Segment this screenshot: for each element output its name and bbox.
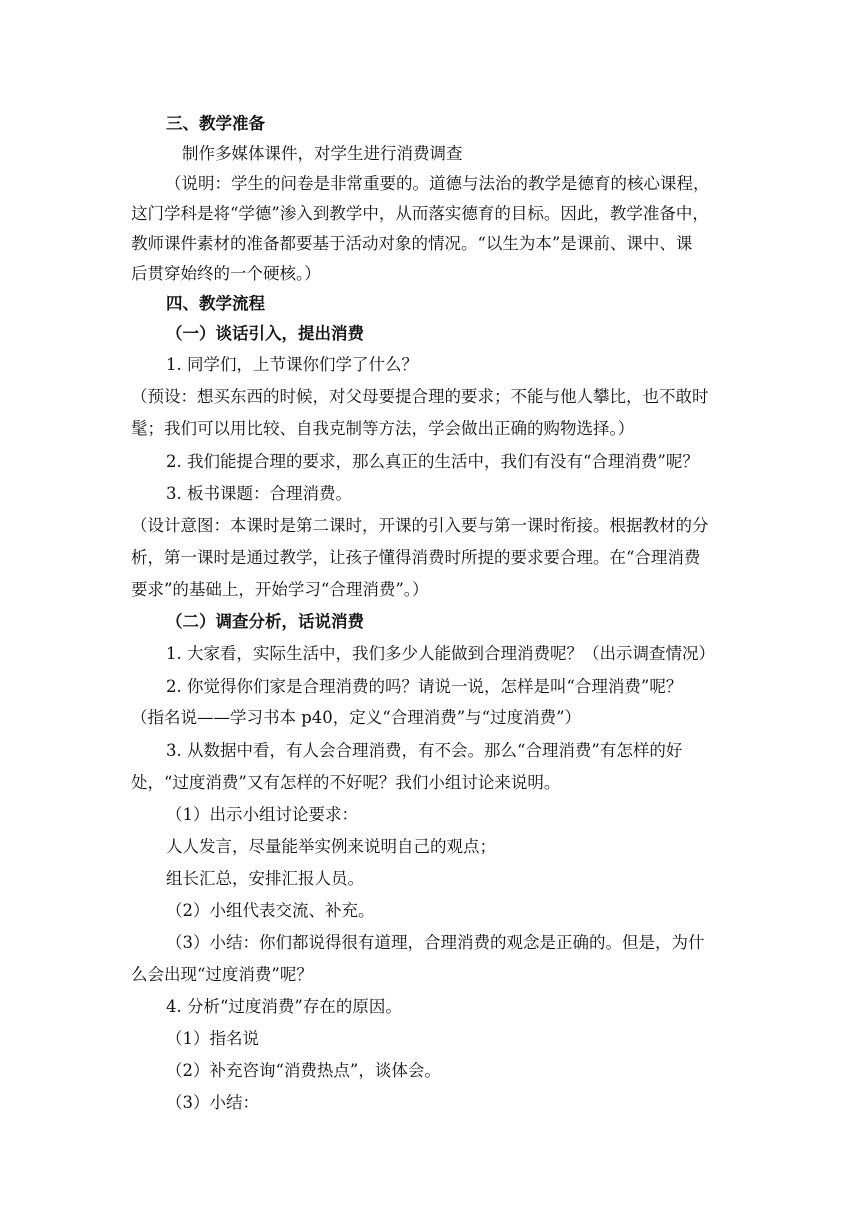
paragraph-line: 这门学科是将“学德”渗入到教学中，从而落实德育的目标。因此，教学准备中， <box>131 204 709 223</box>
paragraph-line: 3. 从数据中看，有人会合理消费，有不会。那么“合理消费”有怎样的好 <box>166 741 683 760</box>
subsection-heading-survey: （二）调查分析，话说消费 <box>166 612 364 631</box>
paragraph-line: （说明：学生的问卷是非常重要的。道德与法治的教学是德育的核心课程， <box>165 174 710 193</box>
paragraph-line: （预设：想买东西的时候，对父母要提合理的要求；不能与他人攀比，也不敢时 <box>131 387 709 406</box>
paragraph-line: 髦；我们可以用比较、自我克制等方法，学会做出正确的购物选择。） <box>131 419 635 438</box>
paragraph-line: 3. 板书课题：合理消费。 <box>166 484 352 503</box>
paragraph-line: 制作多媒体课件，对学生进行消费调查 <box>182 144 463 163</box>
paragraph-line: 么会出现“过度消费”呢？ <box>131 965 313 984</box>
paragraph-line: 4. 分析“过度消费”存在的原因。 <box>166 997 402 1016</box>
paragraph-line: 组长汇总，安排汇报人员。 <box>166 869 364 888</box>
paragraph-line: （1）指名说 <box>166 1029 259 1048</box>
paragraph-line: 教师课件素材的准备都要基于活动对象的情况。“以生为本”是课前、课中、课 <box>131 234 693 253</box>
paragraph-line: （设计意图：本课时是第二课时，开课的引入要与第一课时衔接。根据教材的分 <box>131 516 709 535</box>
paragraph-line: 2. 你觉得你们家是合理消费的吗？请说一说，怎样是叫“合理消费”呢？ <box>166 677 683 696</box>
subsection-heading-intro: （一）谈话引入，提出消费 <box>166 324 364 343</box>
paragraph-line: （指名说——学习书本 p40，定义“合理消费”与“过度消费”） <box>131 708 582 727</box>
paragraph-line: （3）小结： <box>166 1093 259 1112</box>
paragraph-line: 要求”的基础上，开始学习“合理消费”。） <box>131 580 429 599</box>
paragraph-line: 处，“过度消费”又有怎样的不好呢？我们小组讨论来说明。 <box>131 773 561 792</box>
paragraph-line: （3）小结：你们都说得很有道理，合理消费的观念是正确的。但是，为什 <box>166 933 705 952</box>
paragraph-line: 后贯穿始终的一个硬核。） <box>131 264 321 283</box>
section-heading-preparation: 三、教学准备 <box>166 114 265 133</box>
paragraph-line: （1）出示小组讨论要求： <box>166 805 358 824</box>
paragraph-line: （2）小组代表交流、补充。 <box>166 901 375 920</box>
paragraph-line: 1. 同学们，上节课你们学了什么？ <box>166 355 418 374</box>
section-heading-process: 四、教学流程 <box>166 294 265 313</box>
paragraph-line: 1. 大家看，实际生活中，我们多少人能做到合理消费呢？（出示调查情况） <box>166 644 715 663</box>
paragraph-line: （2）补充咨询“消费热点”，谈体会。 <box>166 1061 441 1080</box>
paragraph-line: 人人发言，尽量能举实例来说明自己的观点； <box>166 837 496 856</box>
paragraph-line: 析，第一课时是通过教学，让孩子懂得消费时所提的要求要合理。在“合理消费 <box>131 548 701 567</box>
paragraph-line: 2. 我们能提合理的要求，那么真正的生活中，我们有没有“合理消费”呢？ <box>166 452 699 471</box>
